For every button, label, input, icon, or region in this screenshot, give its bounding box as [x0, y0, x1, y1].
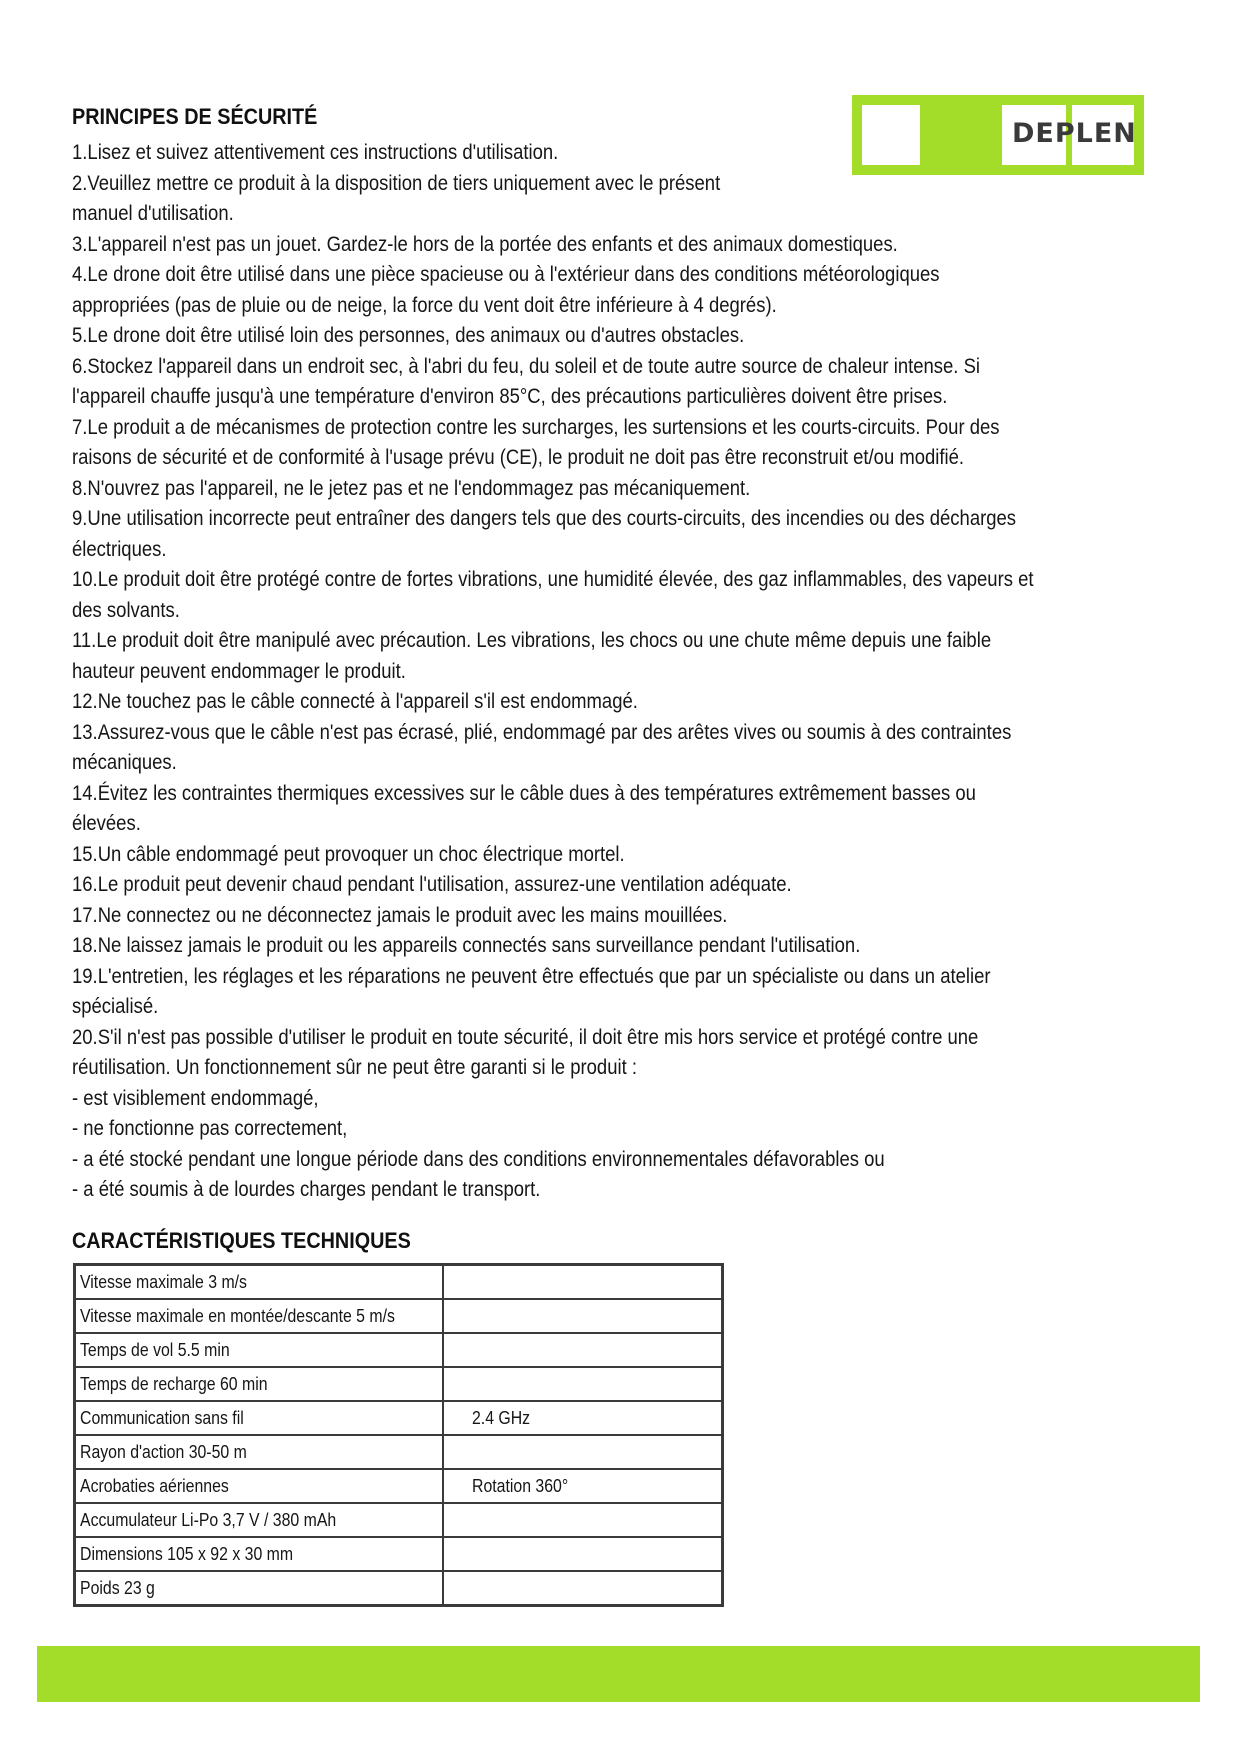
safety-item: 14.Évitez les contraintes thermiques excessives sur le câble dues à des températures extrêmement basses ou élevées.	[72, 781, 976, 835]
safety-item: 9.Une utilisation incorrecte peut entraîner des dangers tels que des courts-circuits, des incendies ou des décharges électriques.	[72, 507, 1017, 561]
safety-item: 19.L'entretien, les réglages et les réparations ne peuvent être effectués que par un spécialiste ou dans un atelier spécialisé.	[72, 964, 991, 1018]
brand-name: DEPLEN	[1012, 118, 1137, 149]
safety-item: 8.N'ouvrez pas l'appareil, ne le jetez pas et ne l'endommagez pas mécaniquement.	[72, 476, 751, 500]
safety-subitem: - est visiblement endommagé,	[72, 1086, 319, 1110]
table-row	[75, 1537, 723, 1571]
spec-label: Vitesse maximale 3 m/s	[75, 1265, 443, 1300]
spec-label: Acrobaties aériennes	[75, 1469, 443, 1503]
safety-item: 5.Le drone doit être utilisé loin des personnes, des animaux ou d'autres obstacles.	[72, 324, 745, 347]
safety-item: 13.Assurez-vous que le câble n'est pas écrasé, plié, endommagé par des arêtes vives ou soumis à des contraintes mécaniques.	[72, 720, 1012, 774]
table-row	[75, 1469, 723, 1503]
table-row	[75, 1299, 723, 1333]
spec-label: Temps de recharge 60 min	[75, 1367, 443, 1401]
table-row	[75, 1333, 723, 1367]
safety-subitem: - a été stocké pendant une longue période dans des conditions environnementales défavorables ou	[72, 1147, 885, 1171]
table-row	[75, 1401, 723, 1435]
spec-value	[443, 1299, 723, 1333]
spec-value	[443, 1537, 723, 1571]
safety-item: 10.Le produit doit être protégé contre de fortes vibrations, une humidité élevée, des gaz inflammables, des vapeurs et des solvants.	[72, 568, 1034, 622]
spec-value	[443, 1333, 723, 1367]
safety-item: 11.Le produit doit être manipulé avec précaution. Les vibrations, les chocs ou une chute même depuis une faible hauteur peuvent endommager le produit.	[72, 629, 992, 683]
spec-label: Accumulateur Li-Po 3,7 V / 380 mAh	[75, 1503, 443, 1537]
spec-value: Rotation 360°	[443, 1469, 723, 1503]
safety-heading: PRINCIPES DE SÉCURITÉ	[72, 104, 318, 129]
spec-value	[443, 1265, 723, 1300]
table-row	[75, 1571, 723, 1606]
table-row	[75, 1367, 723, 1401]
safety-item: 1.Lisez et suivez attentivement ces instructions d'utilisation.	[72, 141, 559, 164]
spec-value: 2.4 GHz	[443, 1401, 723, 1435]
safety-subitem: - a été soumis à de lourdes charges pendant le transport.	[72, 1178, 541, 1201]
spec-label: Dimensions 105 x 92 x 30 mm	[75, 1537, 443, 1571]
safety-item: 18.Ne laissez jamais le produit ou les appareils connectés sans surveillance pendant l'utilisation.	[72, 934, 861, 957]
safety-item: 20.S'il n'est pas possible d'utiliser le produit en toute sécurité, il doit être mis hors service et protégé contre une réutilisation. Un fonctionnement sûr ne peut être garanti si le produit :	[72, 1025, 979, 1079]
specs-heading: CARACTÉRISTIQUES TECHNIQUES	[72, 1228, 411, 1253]
safety-item: 16.Le produit peut devenir chaud pendant l'utilisation, assurez-une ventilation adéquate.	[72, 873, 792, 896]
spec-label: Poids 23 g	[75, 1571, 443, 1606]
spec-label: Communication sans fil	[75, 1401, 443, 1435]
safety-item: 7.Le produit a de mécanismes de protection contre les surcharges, les surtensions et les courts-circuits. Pour des raisons de sécurité et de conformité à l'usage prévu (CE), le produit ne doit pas être reconstruit et/ou modifié.	[72, 415, 1000, 469]
table-row	[75, 1435, 723, 1469]
safety-item: 6.Stockez l'appareil dans un endroit sec, à l'abri du feu, du soleil et de toute autre source de chaleur intense. Si l'appareil chauffe jusqu'à une température d'environ 85°C, des précautions particulières doivent être prises.	[72, 354, 981, 408]
safety-item: 17.Ne connectez ou ne déconnectez jamais le produit avec les mains mouillées.	[72, 903, 728, 927]
safety-item: 4.Le drone doit être utilisé dans une pièce spacieuse ou à l'extérieur dans des conditions météorologiques appropriées (pas de pluie ou de neige, la force du vent doit être inférieure à 4 degrés).	[72, 263, 940, 317]
safety-item: 2.Veuillez mettre ce produit à la disposition de tiers uniquement avec le présent manuel d'utilisation.	[72, 171, 721, 225]
specs-table	[73, 1263, 724, 1607]
spec-value	[443, 1367, 723, 1401]
safety-subitem: - ne fonctionne pas correctement,	[72, 1117, 348, 1140]
spec-value	[443, 1435, 723, 1469]
safety-item: 3.L'appareil n'est pas un jouet. Gardez-le hors de la portée des enfants et des animaux domestiques.	[72, 232, 898, 256]
spec-label: Vitesse maximale en montée/descante 5 m/s	[75, 1299, 443, 1333]
safety-item: 12.Ne touchez pas le câble connecté à l'appareil s'il est endommagé.	[72, 690, 638, 713]
spec-value	[443, 1503, 723, 1537]
spec-value	[443, 1571, 723, 1606]
spec-label: Temps de vol 5.5 min	[75, 1333, 443, 1367]
spec-label: Rayon d'action 30-50 m	[75, 1435, 443, 1469]
table-row	[75, 1503, 723, 1537]
footer-bar	[37, 1646, 1200, 1702]
safety-instructions	[72, 138, 1040, 1206]
table-row	[75, 1265, 723, 1300]
safety-item: 15.Un câble endommagé peut provoquer un choc électrique mortel.	[72, 842, 625, 866]
